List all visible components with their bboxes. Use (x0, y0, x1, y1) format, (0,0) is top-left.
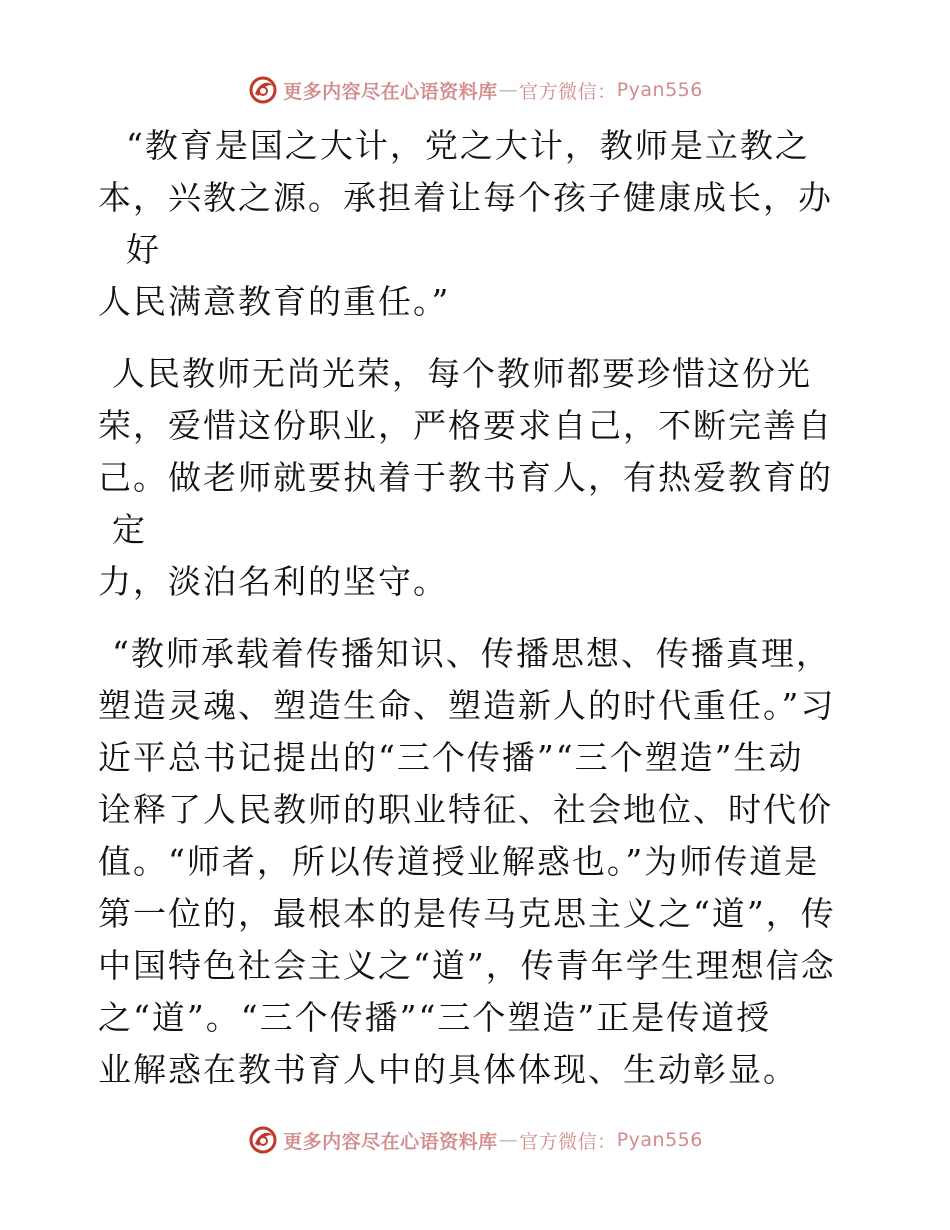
para2-line3: 己。做老师就要执着于教书育人，有热爱教育的定 (98, 458, 833, 549)
para3-line3: 近平总书记提出的“三个传播”“三个塑造”生动 (98, 738, 804, 777)
footer-watermark-banner (0, 1120, 950, 1160)
header-watermark-banner (0, 70, 950, 110)
document-body (98, 120, 850, 1096)
para1-line2: 本，兴教之源。承担着让每个孩子健康成长，办好 (98, 178, 833, 269)
paragraph-2 (98, 348, 850, 608)
para3-line5: 值。“师者，所以传道授业解惑也。”为师传道是 (98, 842, 820, 881)
paragraph-1 (98, 120, 850, 328)
para1-line1: “教育是国之大计，党之大计，教师是立教之 (126, 126, 810, 165)
para3-line4: 诠释了人民教师的职业特征、社会地位、时代价 (98, 790, 833, 829)
red-swirl-logo-icon (247, 74, 279, 106)
para3-line9: 业解惑在教书育人中的具体体现、生动彰显。 (98, 1050, 798, 1089)
banner-text: 更多内容尽在心语资料库 (283, 80, 498, 103)
red-swirl-logo-icon (247, 1124, 279, 1156)
para3-line7: 中国特色社会主义之“道”，传青年学生理想信念 (98, 946, 836, 985)
banner-wechat-account: Pyan556 (616, 1129, 703, 1151)
para2-line2: 荣，爱惜这份职业，严格要求自己，不断完善自 (98, 406, 833, 445)
para1-line3: 人民满意教育的重任。” (98, 282, 451, 321)
para3-line6: 第一位的，最根本的是传马克思主义之“道”，传 (98, 894, 836, 933)
banner-separator: — (498, 1129, 519, 1151)
banner-wechat-label: 官方微信： (519, 80, 617, 103)
para3-line8: 之“道”。“三个传播”“三个塑造”正是传道授 (98, 998, 772, 1037)
banner-wechat-label: 官方微信： (519, 1130, 617, 1153)
para3-line1: “教师承载着传播知识、传播思想、传播真理， (112, 634, 831, 673)
para3-line2: 塑造灵魂、塑造生命、塑造新人的时代重任。”习 (98, 686, 836, 725)
para2-line4: 力，淡泊名利的坚守。 (98, 562, 448, 601)
banner-text: 更多内容尽在心语资料库 (283, 1130, 498, 1153)
banner-wechat-account: Pyan556 (616, 79, 703, 101)
banner-separator: — (498, 79, 519, 101)
paragraph-3 (98, 628, 850, 1096)
para2-line1: 人民教师无尚光荣，每个教师都要珍惜这份光 (112, 354, 812, 393)
